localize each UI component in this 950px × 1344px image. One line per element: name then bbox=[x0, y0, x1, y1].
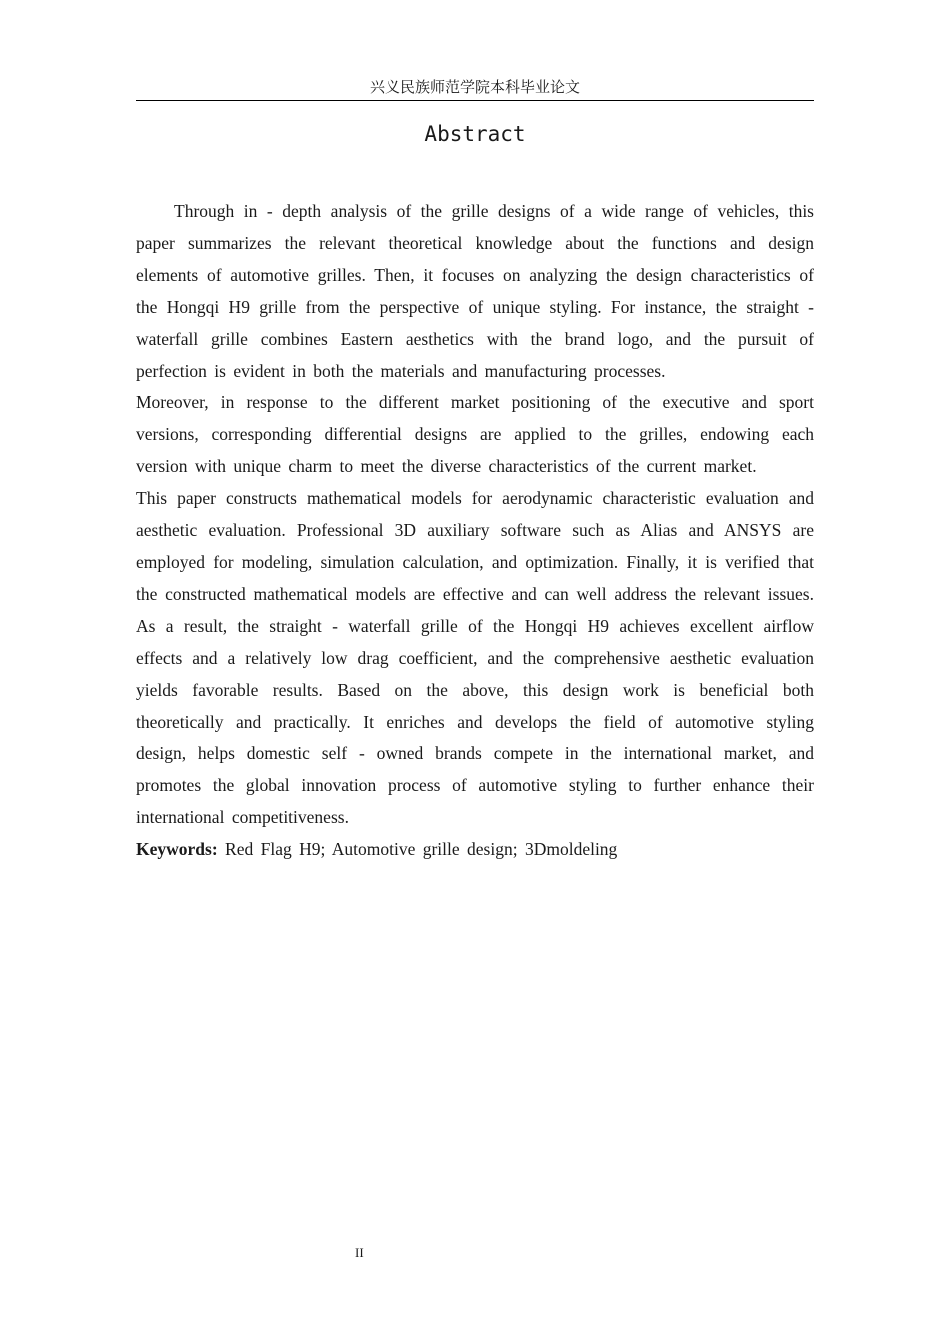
running-header: 兴义民族师范学院本科毕业论文 bbox=[136, 76, 814, 101]
abstract-paragraph-2: Moreover, in response to the different market positioning of the executive and sport versions, corresponding differential designs are applied to the grilles, endowing each version with unique charm to meet the diverse characteristics of the current market. bbox=[136, 392, 814, 477]
abstract-body bbox=[136, 196, 814, 866]
page-number: II bbox=[355, 1245, 364, 1260]
keywords-line bbox=[136, 834, 814, 866]
page-title: Abstract bbox=[424, 122, 526, 146]
keywords-value: Red Flag H9; Automotive grille design; 3Dmoldeling bbox=[225, 839, 618, 860]
abstract-paragraph-3: This paper constructs mathematical models for aerodynamic characteristic evaluation and aesthetic evaluation. Professional 3D auxiliary software such as Alias and ANSYS are employed for modeling, simulation calculation, and optimization. Finally, it is verified that the constructed mathematical models are effective and can well address the relevant issues. As a result, the straight - waterfall grille of the Hongqi H9 achieves excellent airflow effects and a relatively low drag coefficient, and the comprehensive aesthetic evaluation yields favorable results. Based on the above, this design work is beneficial both theoretically and practically. It enriches and develops the field of automotive styling design, helps domestic self - owned brands compete in the international market, and promotes the global innovation process of automotive styling to further enhance their international competitiveness. bbox=[136, 488, 814, 828]
keywords-label: Keywords: bbox=[136, 839, 218, 860]
abstract-paragraph-1: Through in - depth analysis of the grille designs of a wide range of vehicles, this paper summarizes the relevant theoretical knowledge about the functions and design elements of automotive grilles. Then, it focuses on analyzing the design characteristics of the Hongqi H9 grille from the perspective of unique styling. For instance, the straight - waterfall grille combines Eastern aesthetics with the brand logo, and the pursuit of perfection is evident in both the materials and manufacturing processes. bbox=[136, 201, 814, 381]
